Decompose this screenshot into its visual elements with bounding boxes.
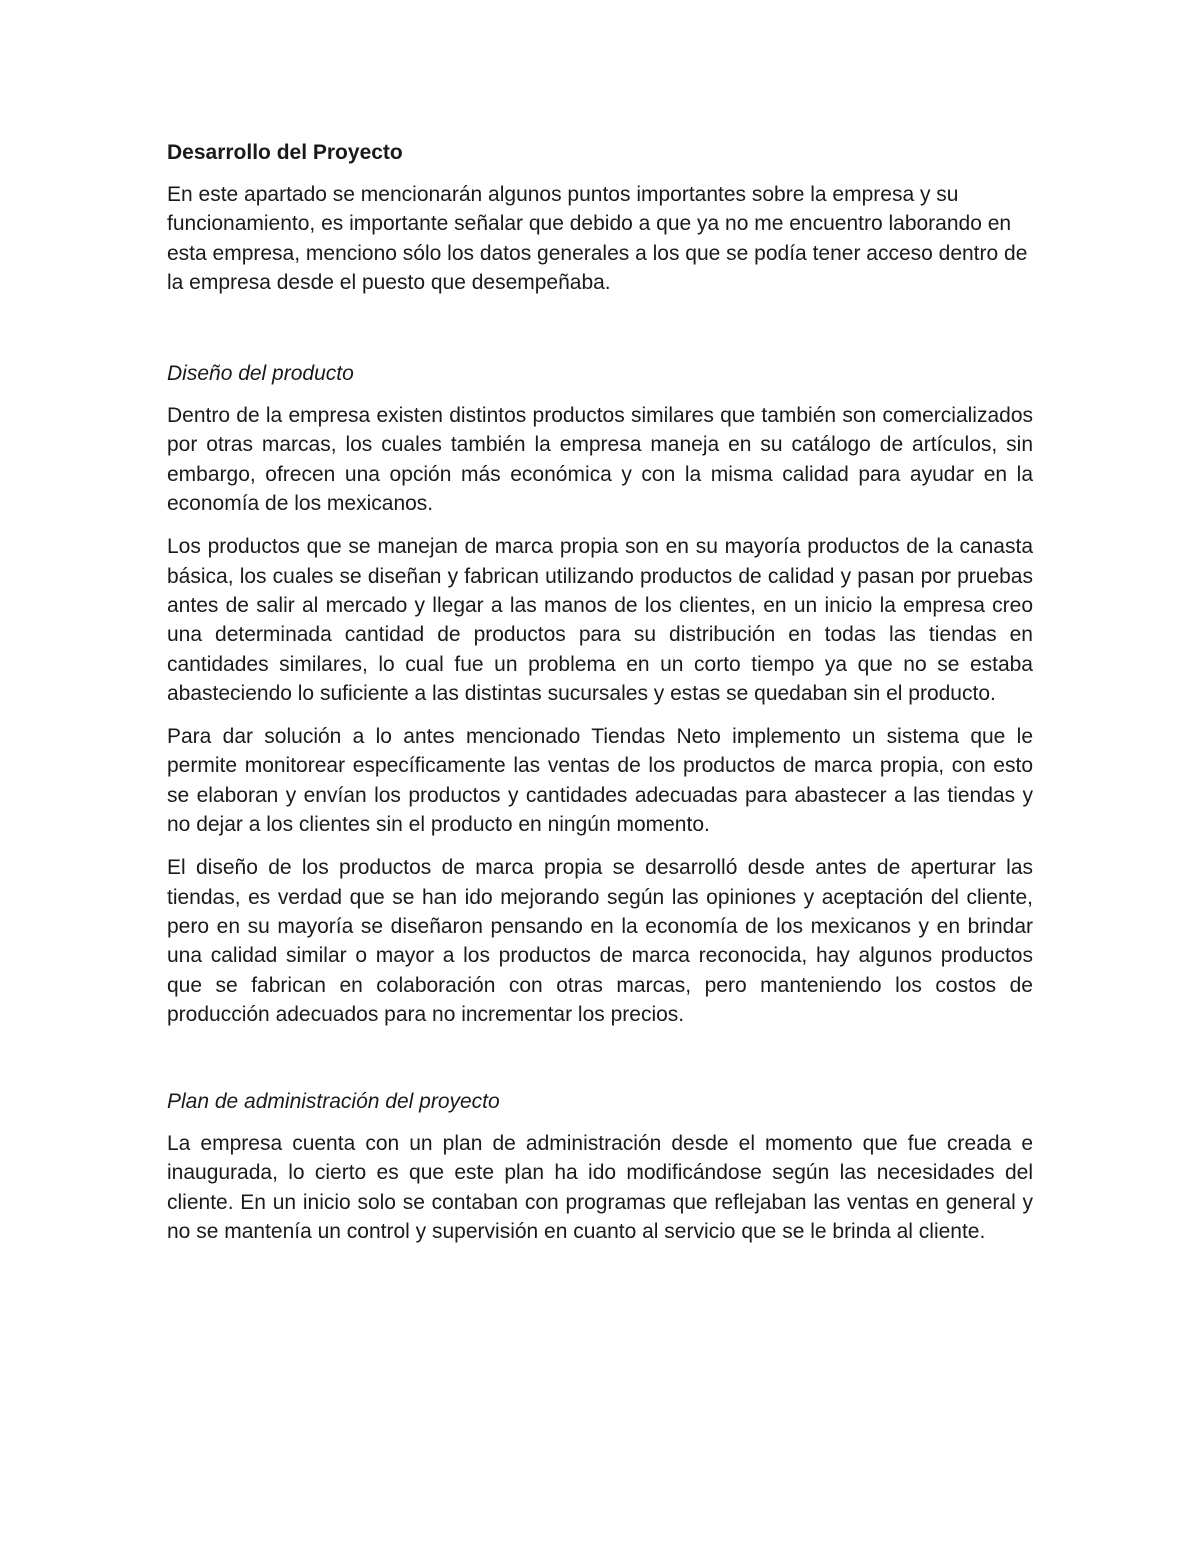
document-title: Desarrollo del Proyecto xyxy=(167,141,403,164)
section-paragraph: El diseño de los productos de marca propia se desarrolló desde antes de aperturar las tiendas, es verdad que se han ido mejorando según las opiniones y aceptación del cliente, pero en su mayoría se diseñaron pensando en la economía de los mexicanos y en brindar una calidad similar o mayor a los productos de marca reconocida, hay algunos productos que se fabrican en colaboración con otras marcas, pero manteniendo los costos de producción adecuados para no incrementar los precios. xyxy=(167,856,1033,1026)
section-paragraph: Los productos que se manejan de marca propia son en su mayoría productos de la canasta básica, los cuales se diseñan y fabrican utilizando productos de calidad y pasan por pruebas antes de salir al mercado y llegar a las manos de los clientes, en un inicio la empresa creo una determinada cantidad de productos para su distribución en todas las tiendas en cantidades similares, lo cual fue un problema en un corto tiempo ya que no se estaba abasteciendo lo suficiente a las distintas sucursales y estas se quedaban sin el producto. xyxy=(167,535,1033,705)
section-heading-plan-administracion: Plan de administración del proyecto xyxy=(167,1090,500,1114)
section-paragraph: Dentro de la empresa existen distintos productos similares que también son comercializados por otras marcas, los cuales también la empresa maneja en su catálogo de artículos, sin embargo, ofrecen una opción más económica y con la misma calidad para ayudar en la economía de los mexicanos. xyxy=(167,404,1033,516)
intro-paragraph: En este apartado se mencionarán algunos puntos importantes sobre la empresa y su funcionamiento, es importante señalar que debido a que ya no me encuentro laborando en esta empresa, menciono sólo los datos generales a los que se podía tener acceso dentro de la empresa desde el puesto que desempeñaba. xyxy=(167,183,1028,294)
document-body xyxy=(167,138,1033,1260)
section-paragraph: La empresa cuenta con un plan de administración desde el momento que fue creada e inaugurada, lo cierto es que este plan ha ido modificándose según las necesidades del cliente. En un inicio solo se contaban con programas que reflejaban las ventas en general y no se mantenía un control y supervisión en cuanto al servicio que se le brinda al cliente. xyxy=(167,1132,1033,1244)
section-heading-diseno-producto: Diseño del producto xyxy=(167,362,354,386)
section-paragraph: Para dar solución a lo antes mencionado Tiendas Neto implemento un sistema que le permite monitorear específicamente las ventas de los productos de marca propia, con esto se elaboran y envían los productos y cantidades adecuadas para abastecer a las tiendas y no dejar a los clientes sin el producto en ningún momento. xyxy=(167,725,1033,837)
